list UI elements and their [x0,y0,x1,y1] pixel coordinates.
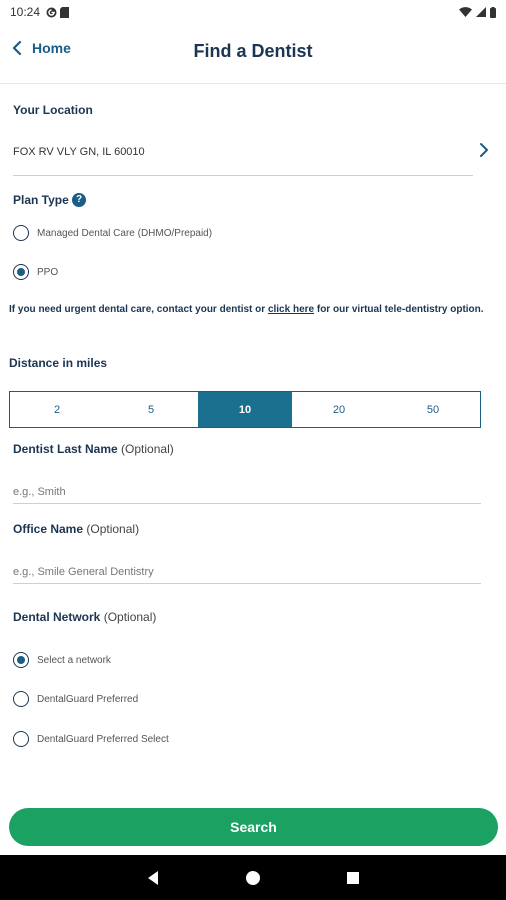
urgent-care-notice: If you need urgent dental care, contact your dentist or click here for our virtual tele-dentistry option. [9,304,484,315]
distance-option-50[interactable]: 50 [426,403,440,416]
network-option-label: DentalGuard Preferred Select [37,733,169,745]
network-option-preferred[interactable] [13,691,138,707]
app-header [0,24,506,84]
page-title: Find a Dentist [193,41,313,61]
dentist-last-name-label: Dentist Last Name (Optional) [13,442,174,456]
wifi-icon [459,7,472,17]
location-value: FOX RV VLY GN, IL 60010 [13,146,145,158]
distance-option-10[interactable]: 10 [198,392,292,427]
distance-label: Distance in miles [9,356,108,370]
sim-card-icon [60,7,69,18]
triangle-back-icon [146,870,160,886]
distance-option-20[interactable]: 20 [332,403,346,416]
radio-button[interactable] [13,691,29,707]
signal-icon [476,7,486,17]
distance-option-5[interactable]: 5 [147,403,155,416]
nav-back-button[interactable] [143,868,163,888]
radio-button[interactable] [13,731,29,747]
radio-button-checked[interactable] [13,264,29,280]
dentist-last-name-input[interactable] [13,476,481,504]
nav-recents-button[interactable] [343,868,363,888]
system-nav-bar [0,855,506,900]
question-circle-icon[interactable]: ? [72,193,86,207]
location-selector[interactable] [13,136,489,172]
network-option-preferred-select[interactable] [13,731,169,747]
nav-home-button[interactable] [243,868,263,888]
radio-button[interactable] [13,225,29,241]
location-divider [13,175,473,176]
status-time: 10:24 [10,5,41,19]
back-button-label: Home [32,40,71,56]
notification-g-icon [46,7,57,18]
plan-option-label: PPO [37,266,59,278]
plan-option-dhmo[interactable] [13,225,212,241]
circle-home-icon [245,870,261,886]
dental-network-label: Dental Network (Optional) [13,610,157,624]
network-option-label: Select a network [37,654,111,666]
network-option-select[interactable] [13,652,111,668]
battery-icon [490,7,496,18]
search-button[interactable]: Search [9,808,498,846]
office-name-input[interactable] [13,556,481,584]
status-bar [0,0,506,24]
chevron-right-icon [479,142,489,158]
plan-type-label: Plan Type [13,193,69,207]
office-name-label: Office Name (Optional) [13,522,140,536]
distance-selector[interactable] [9,391,481,428]
radio-button-checked[interactable] [13,652,29,668]
distance-option-2[interactable]: 2 [53,403,61,416]
square-recents-icon [346,871,360,885]
plan-option-ppo[interactable] [13,264,58,280]
plan-option-label: Managed Dental Care (DHMO/Prepaid) [37,227,213,239]
click-here-link[interactable]: click here [267,304,315,315]
network-option-label: DentalGuard Preferred [37,693,139,705]
location-label: Your Location [13,103,93,117]
